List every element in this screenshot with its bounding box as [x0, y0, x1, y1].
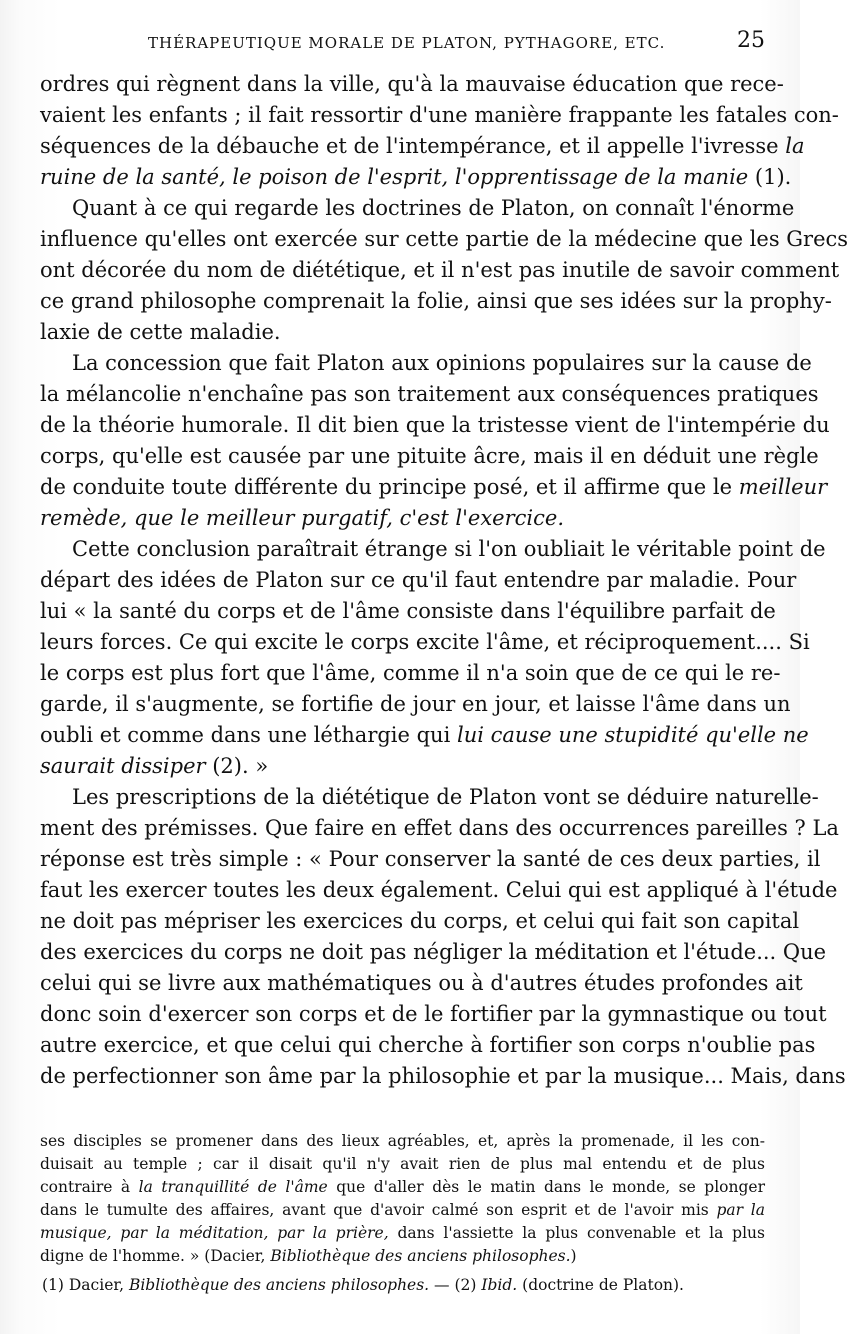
- main-text: [40, 69, 848, 1092]
- text-line: leurs forces. Ce qui excite le corps excite l'âme, et réciproquement.... Si: [40, 630, 810, 654]
- text-line: de conduite toute différente du principe posé, et il affirme que le meilleur: [40, 475, 828, 499]
- footnote-line: ses disciples se promener dans des lieux agréables, et, après la promenade, il les con-: [40, 1132, 765, 1150]
- text-line: réponse est très simple : « Pour conserver la santé de ces deux parties, il: [40, 847, 821, 871]
- footnote-references: (1) Dacier, Bibliothèque des anciens philosophes. — (2) Ibid. (doctrine de Platon).: [42, 1276, 684, 1294]
- text-line: ont décorée du nom de diététique, et il n'est pas inutile de savoir comment: [40, 258, 840, 282]
- text-line: séquences de la débauche et de l'intempérance, et il appelle l'ivresse la: [40, 134, 805, 158]
- paragraph-start: Quant à ce qui regarde les doctrines de Platon, on connaît l'énorme: [72, 196, 795, 220]
- text-line: oubli et comme dans une léthargie qui lui cause une stupidité qu'elle ne: [40, 723, 809, 747]
- text-line: remède, que le meilleur purgatif, c'est l'exercice.: [40, 506, 564, 530]
- paragraph-start: La concession que fait Platon aux opinions populaires sur la cause de: [72, 351, 812, 375]
- footnote-line: digne de l'homme. » (Dacier, Bibliothèque des anciens philosophes.): [40, 1247, 577, 1265]
- text-line: ne doit pas mépriser les exercices du corps, et celui qui fait son capital: [40, 909, 800, 933]
- text-line: des exercices du corps ne doit pas négliger la méditation et l'étude... Que: [40, 940, 827, 964]
- footnote-line: contraire à la tranquillité de l'âme que d'aller dès le matin dans le monde, se plonger: [40, 1178, 765, 1196]
- text-line: laxie de cette maladie.: [40, 320, 281, 344]
- footnotes: [40, 1130, 765, 1297]
- text-line: influence qu'elles ont exercée sur cette partie de la médecine que les Grecs: [40, 227, 848, 251]
- text-line: ordres qui règnent dans la ville, qu'à la mauvaise éducation que rece-: [40, 72, 784, 96]
- text-line: le corps est plus fort que l'âme, comme il n'a soin que de ce qui le re-: [40, 661, 781, 685]
- footnote-line: dans le tumulte des affaires, avant que d'avoir calmé son esprit et de l'avoir mis par la: [40, 1201, 766, 1219]
- text-line: ruine de la santé, le poison de l'esprit, l'opprentissage de la manie (1).: [40, 165, 792, 189]
- text-line: de la théorie humorale. Il dit bien que la tristesse vient de l'intempérie du: [40, 413, 830, 437]
- footnote-line: musique, par la méditation, par la prière, dans l'assiette la plus convenable et la plus: [40, 1224, 765, 1242]
- running-head: THÉRAPEUTIQUE MORALE DE PLATON, PYTHAGORE, ETC.: [148, 34, 666, 52]
- text-line: donc soin d'exercer son corps et de le fortifier par la gymnastique ou tout: [40, 1002, 827, 1026]
- footnote-line: duisait au temple ; car il disait qu'il n'y avait rien de plus mal entendu et de plus: [40, 1155, 765, 1173]
- text-line: ce grand philosophe comprenait la folie, ainsi que ses idées sur la prophy-: [40, 289, 832, 313]
- text-line: saurait dissiper (2). »: [40, 754, 269, 778]
- text-line: celui qui se livre aux mathématiques ou à d'autres études profondes ait: [40, 971, 803, 995]
- text-line: départ des idées de Platon sur ce qu'il faut entendre par maladie. Pour: [40, 568, 797, 592]
- text-line: garde, il s'augmente, se fortifie de jour en jour, et laisse l'âme dans un: [40, 692, 791, 716]
- text-line: de perfectionner son âme par la philosophie et par la musique... Mais, dans: [40, 1064, 846, 1088]
- text-line: lui « la santé du corps et de l'âme consiste dans l'équilibre parfait de: [40, 599, 776, 623]
- page-number: 25: [737, 28, 765, 53]
- page-header: [40, 28, 765, 58]
- text-line: vaient les enfants ; il fait ressortir d'une manière frappante les fatales con-: [40, 103, 839, 127]
- paragraph-start: Les prescriptions de la diététique de Platon vont se déduire naturelle-: [72, 785, 819, 809]
- text-line: corps, qu'elle est causée par une pituite âcre, mais il en déduit une règle: [40, 444, 819, 468]
- text-line: la mélancolie n'enchaîne pas son traitement aux conséquences pratiques: [40, 382, 819, 406]
- paragraph-start: Cette conclusion paraîtrait étrange si l'on oubliait le véritable point de: [72, 537, 826, 561]
- text-line: autre exercice, et que celui qui cherche à fortifier son corps n'oublie pas: [40, 1033, 816, 1057]
- text-line: faut les exercer toutes les deux également. Celui qui est appliqué à l'étude: [40, 878, 838, 902]
- text-line: ment des prémisses. Que faire en effet dans des occurrences pareilles ? La: [40, 816, 839, 840]
